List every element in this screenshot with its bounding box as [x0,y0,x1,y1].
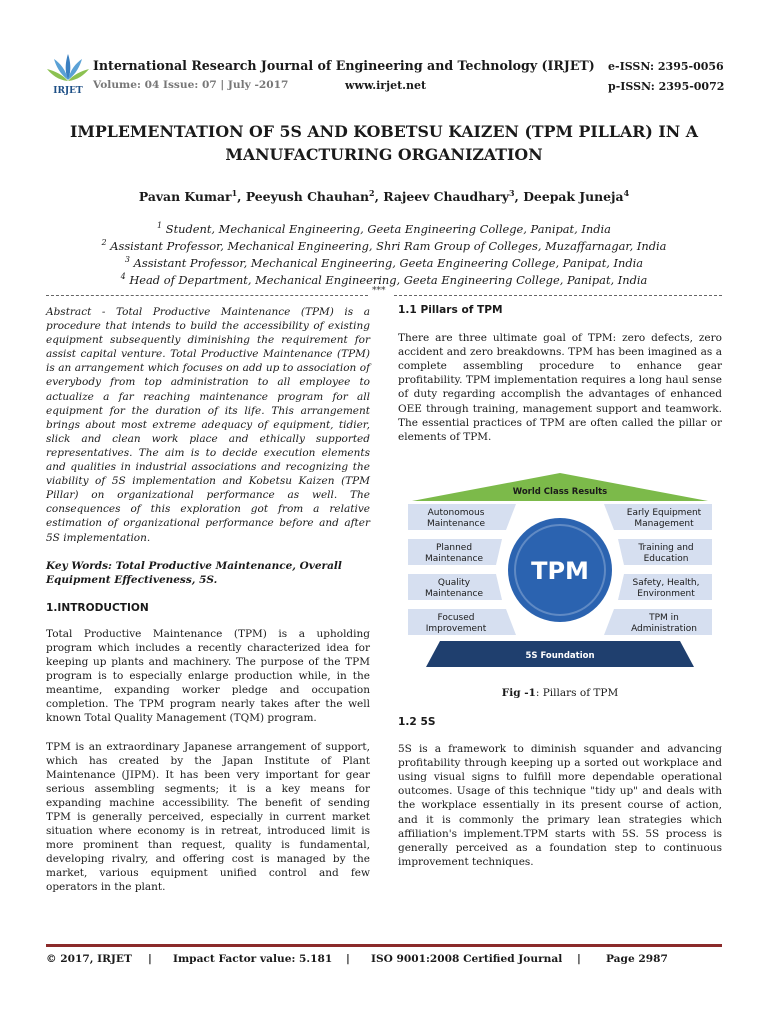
title-line: MANUFACTURING ORGANIZATION [225,145,543,164]
journal-website-link[interactable]: www.irjet.net [345,79,427,92]
journal-name: International Research Journal of Engineering and Technology (IRJET) [93,58,595,73]
e-issn: e-ISSN: 2395-0056 [608,60,724,73]
pillar-label: TPM in [649,613,679,623]
separator-stars: *** [372,286,386,296]
foundation-label: 5S Foundation [525,651,595,661]
volume-issue: Volume: 04 Issue: 07 | July -2017 [93,79,289,91]
affiliation-text: Assistant Professor, Mechanical Engineering, Shri Ram Group of Colleges, Muzaffarnagar, India [110,238,667,253]
author-sup: 2 [369,188,375,198]
pillar-label: Maintenance [425,589,483,599]
paper-title [40,120,728,166]
pillar-label: Early Equipment [626,508,702,518]
pillar-label: Education [643,554,689,564]
tpm-pillars-figure [404,473,716,669]
title-line: IMPLEMENTATION OF 5S AND KOBETSU KAIZEN (TPM PILLAR) IN A [70,122,698,141]
author-name: Deepak Juneja [523,189,624,205]
pillar-label: Environment [637,589,695,599]
5s-paragraph: 5S is a framework to diminish squander and advancing profitability through keeping up a sorted out workplace and using visual signs to fulfill more dependable operational outcomes. Usage of this technique "tidy up" and deals with the workplace essentially in its present course of action, and it is commonly the primary lean strategies which affiliation's implement.TPM starts with 5S. 5S process is generally perceived as a foundation step to continuous improvement techniques. [398,743,722,868]
logo-leaf-icon [47,54,89,81]
pillars-paragraph: There are three ultimate goal of TPM: zero defects, zero accident and zero breakdowns. TPM has been imagined as a complete assembling procedure to enhance gear profitability. TPM implementation requires a long haul sense of duty regarding accomplish the advantages of enhanced OEE through training, management support and teamwork. The essential practices of TPM are often called the pillar or elements of TPM. [398,332,722,443]
figure-caption-text: : Pillars of TPM [535,687,619,699]
pillar-label: Autonomous [427,508,485,518]
affiliation-text: Student, Mechanical Engineering, Geeta Engineering College, Panipat, India [165,221,611,236]
section-separator [46,288,722,300]
author-sup: 4 [623,188,630,198]
pillar-label: Improvement [425,624,487,634]
pillar-label: Quality [437,578,471,588]
affiliation-sup: 1 [157,221,163,230]
section-heading-pillars: 1.1 Pillars of TPM [398,304,503,316]
separator-line [46,295,368,296]
roof-label: World Class Results [512,487,608,497]
author-name: Rajeev Chaudhary [383,189,509,205]
affiliation-sup: 2 [101,238,107,247]
author-list: Pavan Kumar$^1$, Peeyush Chauhan$^2$, Rajeev Chaudhary$^3$, Deepak Juneja$^4$ [138,188,630,205]
tpm-pillars-diagram [404,473,716,669]
author-sup: 1 [231,188,238,198]
affiliation-text: Head of Department, Mechanical Engineering, Geeta Engineering College, Panipat, India [129,272,648,287]
footer-iso: ISO 9001:2008 Certified Journal [371,953,563,965]
author-name: Peeyush Chauhan [245,189,370,205]
affiliation-sup: 4 [120,272,126,281]
section-heading-introduction: 1.INTRODUCTION [46,601,149,614]
separator-line [394,295,722,296]
footer-page-number: Page 2987 [606,953,668,965]
footer-copyright: © 2017, IRJET [46,953,132,965]
pillar-label: Safety, Health, [632,578,700,588]
footer-divider: | [346,953,350,965]
section-heading-5s: 1.2 5S [398,716,436,728]
right-column-lower [398,715,722,869]
footer-impact-factor: Impact Factor value: 5.181 [173,953,333,965]
intro-paragraph: TPM is an extraordinary Japanese arrangement of support, which has created by the Japan Institute of Plant Maintenance (JIPM). It has been very important for gear serious assembling segments; it is a key means for expanding machine accessibility. The benefit of sending TPM is generally perceived, especially in current market situation where economy is in retreat, introduced limit is more prominent than request, quality is fundamental, developing rivalry, and offering cost is managed by the market, various equipment unified control and few operators in the plant. [46,740,370,894]
irjet-logo [44,50,92,96]
pillar-label: Management [634,519,694,529]
footer-rule [46,944,722,947]
intro-paragraph: Total Productive Maintenance (TPM) is a upholding program which includes a recently characterized idea for keeping up plants and machinery. The purpose of the TPM program is to especially enlarge production while, in the meantime, expanding worker pledge and occupation completion. The TPM program nearly takes after the well known Total Quality Management (TQM) program. [46,627,370,725]
pillar-label: Maintenance [427,519,485,529]
figure-caption [398,687,722,699]
page-footer [46,953,722,969]
pillar-label: Maintenance [425,554,483,564]
figure-label: Fig -1 [501,687,536,699]
keywords: Key Words: Total Productive Maintenance, Overall Equipment Effectiveness, 5S. [46,559,342,586]
affiliation [40,272,728,287]
left-column [46,305,370,895]
author-name: Pavan Kumar [138,189,232,205]
footer-divider: | [148,953,152,965]
affiliation [40,255,728,270]
footer-divider: | [577,953,581,965]
pillar-label: Administration [631,624,697,634]
tpm-center-label: TPM [531,557,589,585]
pillar-label: Training and [638,543,694,553]
right-column [398,303,722,444]
logo-text: IRJET [53,86,83,96]
author-sup: 3 [508,188,515,198]
pillar-label: Focused [437,613,475,623]
p-issn: p-ISSN: 2395-0072 [608,80,725,93]
abstract: Abstract - Total Productive Maintenance (TPM) is a procedure that intends to build the accessibility of existing equipment subsequently diminishing the requirement for assist capital venture. Total Productive Maintenance (TPM) is an arrangement which focuses on add up to association of everybody from top administration to all employee to actualize a far reaching maintenance program for all equipment for the duration of its life. This arrangement brings about most extreme adequacy of equipment, tidier, slick and clean work place and ethically supported representatives. The aim is to decide execution elements and qualities in industrial associations and recognizing the viability of 5S implementation and Kobetsu Kaizen (TPM Pillar) on organizational performance as well. The consequences of this exploration got from a relative estimation of organizational performance before and after 5S implementation. [46,306,370,544]
affiliation [40,221,728,236]
affiliation [40,238,728,253]
affiliation-text: Assistant Professor, Mechanical Engineering, Geeta Engineering College, Panipat, India [133,255,644,270]
affiliation-sup: 3 [124,255,130,264]
pillar-label: Planned [435,543,473,553]
